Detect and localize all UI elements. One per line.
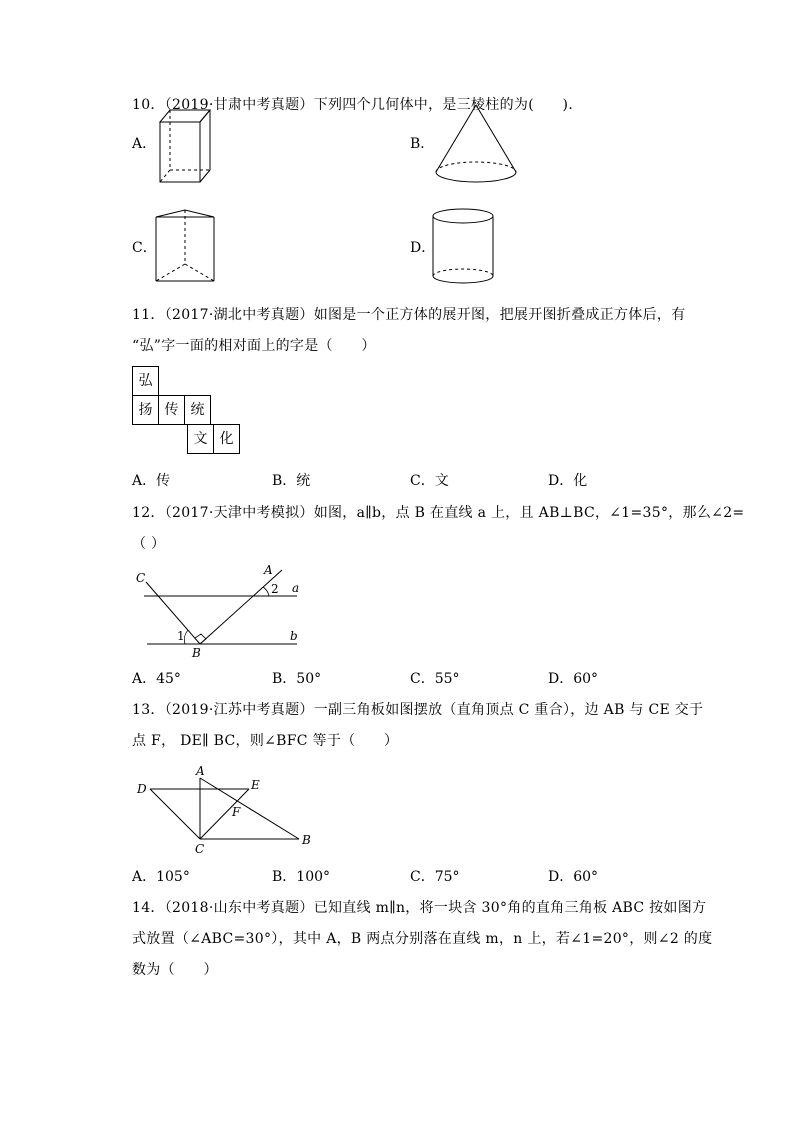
q10-option-c: C． [132, 240, 157, 256]
q14-stem-line1: 14．（2018·山东中考真题）已知直线 m∥n，将一块含 30°角的直角三角板 ABC 按如图方 [132, 900, 707, 916]
cone-figure [430, 100, 525, 190]
net-cell-2: 扬 [132, 395, 159, 425]
q10-option-b: B． [410, 136, 435, 152]
q13-option-b: B．100° [272, 869, 331, 885]
segment-dc [150, 789, 200, 839]
label-e: E [251, 778, 260, 792]
q13-option-d: D．60° [548, 869, 599, 885]
q12-option-a: A．45° [132, 671, 181, 687]
q12-stem-line2: （ ） [132, 536, 166, 552]
q12-option-d: D．60° [548, 671, 599, 687]
q10-option-d: D． [410, 240, 436, 256]
angle-2-arc [263, 587, 269, 596]
parallel-lines-figure [132, 560, 312, 660]
net-cell-5: 文 [187, 424, 214, 454]
q11-option-c: C．文 [410, 473, 449, 489]
triangular-prism-figure [150, 205, 225, 285]
q13-stem-line1: 13．（2019·江苏中考真题）一副三角板如图摆放（直角顶点 C 重合），边 AB 与 CE 交于 [132, 702, 704, 718]
q14-stem-line2: 式放置（∠ABC=30°），其中 A，B 两点分别落在直线 m，n 上，若∠1=20°，则∠2 的度 [132, 931, 713, 947]
label-a: A [196, 764, 205, 778]
label-angle-1: 1 [177, 629, 185, 643]
q13-option-a: A．105° [132, 869, 190, 885]
net-cell-3: 传 [158, 395, 185, 425]
q11-stem-line1: 11．（2017·湖北中考真题）如图是一个正方体的展开图，把展开图折叠成正方体后，有 [132, 307, 686, 323]
label-b-line: b [290, 629, 298, 643]
q10-stem: 10．（2019·甘肃中考真题）下列四个几何体中，是三棱柱的为( )． [132, 97, 583, 113]
segment-ab [200, 778, 299, 839]
label-a-line: a [292, 581, 300, 595]
angle-1-arc [184, 630, 188, 644]
q13-option-c: C．75° [410, 869, 460, 885]
net-cell-1: 弘 [132, 366, 159, 396]
q12-stem-line1: 12．（2017·天津中考模拟）如图，a∥b，点 B 在直线 a 上，且 AB⊥BC，∠1=35°，那么∠2= [132, 505, 745, 521]
segment-ce [200, 789, 249, 839]
right-angle-mark [195, 634, 206, 644]
q12-option-c: C．55° [410, 671, 460, 687]
net-cell-4: 统 [184, 395, 211, 425]
q10-option-a: A． [132, 136, 157, 152]
label-c: C [136, 571, 146, 585]
q11-option-a: A．传 [132, 473, 171, 489]
q11-stem-line2: “弘”字一面的相对面上的字是（ ） [132, 338, 376, 354]
q13-stem-line2: 点 F， DE∥ BC，则∠BFC 等于（ ） [132, 733, 399, 749]
label-b-point: B [192, 646, 201, 660]
q12-option-b: B．50° [272, 671, 322, 687]
label-a-point: A [264, 563, 273, 577]
label-d: D [137, 782, 147, 796]
segment-ba [200, 570, 282, 644]
rectangular-prism-figure [150, 100, 220, 190]
q11-option-b: B．统 [272, 473, 311, 489]
q14-stem-line3: 数为（ ） [132, 962, 218, 978]
label-f: F [232, 805, 241, 819]
q11-option-d: D．化 [548, 473, 588, 489]
label-angle-2: 2 [271, 582, 279, 596]
set-squares-figure [132, 762, 322, 857]
cylinder-figure [428, 205, 503, 290]
cube-net-figure [132, 366, 244, 462]
segment-bc [146, 582, 200, 644]
label-c: C [195, 842, 205, 856]
label-b: B [302, 833, 311, 847]
net-cell-6: 化 [213, 424, 240, 454]
